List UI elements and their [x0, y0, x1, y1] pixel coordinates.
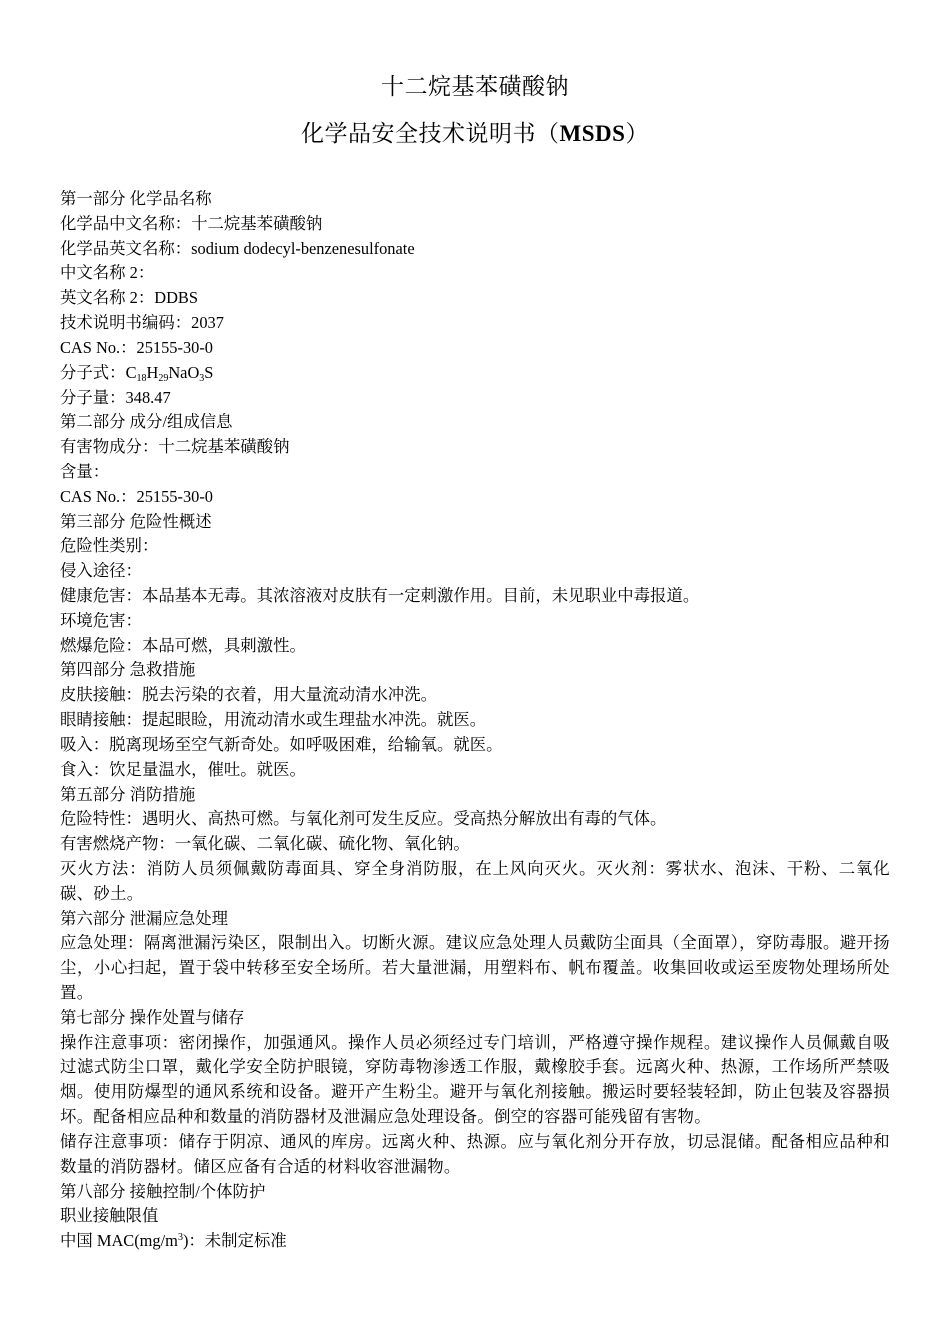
china-mac-line — [60, 1229, 890, 1254]
mac-suffix: )：未制定标准 — [182, 1231, 287, 1251]
molecular-weight-line: 分子量：348.47 — [60, 387, 171, 407]
cas-number-line-2: CAS No.：25155-30-0 — [60, 486, 213, 506]
msds-code-line: 技术说明书编码：2037 — [60, 313, 224, 333]
formula-h-count: 29 — [158, 372, 169, 384]
extinguishing-method-paragraph: 灭火方法：消防人员须佩戴防毒面具、穿全身消防服，在上风向灭火。灭火剂：雾状水、泡沫、干粉、二氧化碳、砂土。 — [60, 858, 890, 903]
formula-c: C — [125, 362, 137, 382]
mac-superscript: 3 — [177, 1232, 183, 1244]
section-heading-part5: 第五部分 消防措施 — [60, 784, 196, 804]
inhalation-line: 吸入：脱离现场至空气新奇处。如呼吸困难，给输氧。就医。 — [60, 734, 503, 754]
eye-contact-line: 眼睛接触：提起眼睑，用流动清水或生理盐水冲洗。就医。 — [60, 710, 487, 730]
combustion-products-line: 有害燃烧产物：一氧化碳、二氧化碳、硫化物、氧化钠。 — [60, 834, 470, 854]
subtitle-prefix: 化学品安全技术说明书（ — [301, 121, 560, 146]
hazard-class-line: 危险性类别： — [60, 536, 159, 556]
hazardous-component-line: 有害物成分：十二烷基苯磺酸钠 — [60, 437, 290, 457]
section-heading-part8: 第八部分 接触控制/个体防护 — [60, 1181, 266, 1201]
section-heading-part3: 第三部分 危险性概述 — [60, 511, 212, 531]
document-title: 十二烷基苯磺酸钠 — [381, 74, 569, 99]
section-heading-part7: 第七部分 操作处置与储存 — [60, 1007, 245, 1027]
subtitle-msds: MSDS — [559, 121, 626, 146]
section-heading-part1: 第一部分 化学品名称 — [60, 189, 212, 208]
section-heading-part4: 第四部分 急救措施 — [60, 660, 196, 680]
formula-h: H — [146, 362, 159, 382]
content-line: 含量： — [60, 461, 110, 481]
storage-precautions-paragraph: 储存注意事项：储存于阴凉、通风的库房。远离火种、热源。应与氧化剂分开存放，切忌混储。配备相应品种和数量的消防器材。储区应备有合适的材料收容泄漏物。 — [60, 1131, 890, 1176]
english-name-line: 化学品英文名称：sodium dodecyl-benzenesulfonate — [60, 238, 415, 258]
chinese-name-line: 化学品中文名称：十二烷基苯磺酸钠 — [60, 213, 323, 233]
formula-c-count: 18 — [136, 372, 147, 384]
mac-prefix: 中国 MAC(mg/m — [60, 1231, 178, 1251]
fire-explosion-hazard-line: 燃爆危险：本品可燃，具刺激性。 — [60, 635, 306, 655]
hazard-characteristics-line: 危险特性：遇明火、高热可燃。与氧化剂可发生反应。受高热分解放出有毒的气体。 — [60, 809, 667, 829]
formula-nao: NaO — [168, 362, 200, 382]
occupational-limit-line: 职业接触限值 — [60, 1206, 159, 1226]
handling-precautions-paragraph: 操作注意事项：密闭操作，加强通风。操作人员必须经过专门培训，严格遵守操作规程。建议操作人员佩戴自吸过滤式防尘口罩，戴化学安全防护眼镜，穿防毒物渗透工作服，戴橡胶手套。远离火种、热源，工作场所严禁吸烟。使用防爆型的通风系统和设备。避开产生粉尘。避开与氧化剂接触。搬运时要轻装轻卸，防止包装及容器损坏。配备相应品种和数量的消防器材及泄漏应急处理设备。倒空的容器可能残留有害物。 — [60, 1032, 890, 1127]
formula-o-count: 3 — [199, 372, 205, 384]
section-heading-part2: 第二部分 成分/组成信息 — [60, 412, 233, 432]
chinese-name-2-line: 中文名称 2： — [60, 263, 155, 283]
health-hazard-line: 健康危害：本品基本无毒。其浓溶液对皮肤有一定刺激作用。目前，未见职业中毒报道。 — [60, 586, 700, 605]
english-name-2-line: 英文名称 2：DDBS — [60, 288, 198, 308]
molecular-formula-line — [60, 361, 890, 386]
emergency-response-paragraph: 应急处理：隔离泄漏污染区，限制出入。切断火源。建议应急处理人员戴防尘面具（全面罩），穿防毒服。避开扬尘，小心扫起，置于袋中转移至安全场所。若大量泄漏，用塑料布、帆布覆盖。收集回收或运至废物处理场所处置。 — [60, 933, 890, 1002]
subtitle-suffix: ） — [625, 121, 649, 146]
formula-s: S — [204, 362, 214, 382]
section-heading-part6: 第六部分 泄漏应急处理 — [60, 908, 229, 928]
skin-contact-line: 皮肤接触：脱去污染的衣着，用大量流动清水冲洗。 — [60, 685, 437, 705]
document-subtitle — [0, 119, 950, 149]
cas-number-line: CAS No.：25155-30-0 — [60, 337, 213, 357]
formula-label: 分子式： — [60, 362, 126, 382]
ingestion-line: 食入：饮足量温水，催吐。就医。 — [60, 759, 306, 779]
environment-hazard-line: 环境危害： — [60, 610, 142, 630]
document-body — [60, 187, 890, 1254]
exposure-route-line: 侵入途径： — [60, 561, 142, 581]
